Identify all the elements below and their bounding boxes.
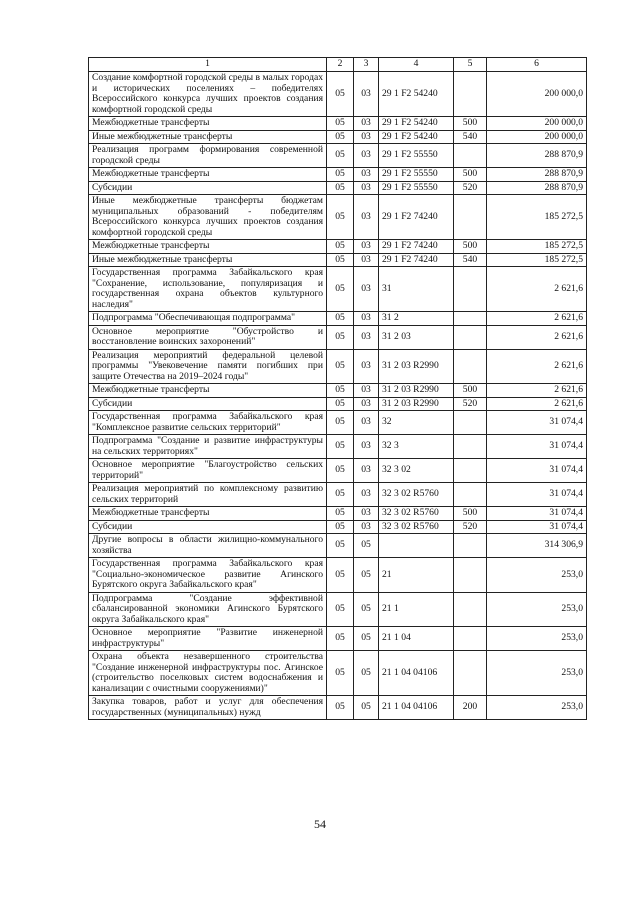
target-article-code: 32 bbox=[379, 411, 454, 435]
amount: 288 870,9 bbox=[487, 144, 587, 168]
amount: 185 272,5 bbox=[487, 195, 587, 240]
target-article-code bbox=[379, 534, 454, 558]
target-article-code: 29 1 F2 74240 bbox=[379, 195, 454, 240]
amount: 253,0 bbox=[487, 696, 587, 720]
target-article-code: 32 3 bbox=[379, 435, 454, 459]
subsection-code: 03 bbox=[354, 520, 379, 534]
target-article-code: 29 1 F2 74240 bbox=[379, 253, 454, 267]
amount: 253,0 bbox=[487, 558, 587, 593]
expense-type-code bbox=[454, 483, 487, 507]
item-name: Закупка товаров, работ и услуг для обеспечения государственных (муниципальных) нужд bbox=[89, 696, 327, 720]
header-col-1: 1 bbox=[89, 58, 327, 72]
table-header-row bbox=[89, 58, 587, 72]
item-name: Субсидии bbox=[89, 397, 327, 411]
table-row bbox=[89, 240, 587, 254]
section-code: 05 bbox=[327, 253, 354, 267]
item-name: Реализация мероприятий по комплексному развитию сельских территорий bbox=[89, 483, 327, 507]
table-row bbox=[89, 459, 587, 483]
target-article-code: 29 1 F2 55550 bbox=[379, 181, 454, 195]
target-article-code: 32 3 02 R5760 bbox=[379, 507, 454, 521]
expense-type-code bbox=[454, 144, 487, 168]
table-row bbox=[89, 312, 587, 326]
table-row bbox=[89, 384, 587, 398]
table-row bbox=[89, 253, 587, 267]
amount: 2 621,6 bbox=[487, 267, 587, 312]
amount: 2 621,6 bbox=[487, 325, 587, 349]
section-code: 05 bbox=[327, 459, 354, 483]
expense-type-code: 520 bbox=[454, 520, 487, 534]
item-name: Реализация мероприятий федеральной целевой программы "Увековечение памяти погибших при защите Отечества на 2019–2024 годы" bbox=[89, 349, 327, 384]
subsection-code: 03 bbox=[354, 168, 379, 182]
item-name: Межбюджетные трансферты bbox=[89, 240, 327, 254]
subsection-code: 03 bbox=[354, 267, 379, 312]
table-row bbox=[89, 181, 587, 195]
item-name: Иные межбюджетные трансферты bbox=[89, 130, 327, 144]
expense-type-code: 540 bbox=[454, 253, 487, 267]
target-article-code: 21 1 04 bbox=[379, 627, 454, 651]
item-name: Государственная программа Забайкальского края "Комплексное развитие сельских территорий" bbox=[89, 411, 327, 435]
item-name: Государственная программа Забайкальского края "Сохранение, использование, популяризация и государственная охрана объектов культурного наследия" bbox=[89, 267, 327, 312]
section-code: 05 bbox=[327, 507, 354, 521]
subsection-code: 05 bbox=[354, 592, 379, 627]
expense-type-code: 520 bbox=[454, 181, 487, 195]
subsection-code: 05 bbox=[354, 651, 379, 696]
subsection-code: 03 bbox=[354, 195, 379, 240]
expense-type-code bbox=[454, 592, 487, 627]
item-name: Иные межбюджетные трансферты бюджетам муниципальных образований - победителям Всероссийского конкурса лучших проектов создания комфортной городской среды bbox=[89, 195, 327, 240]
expense-type-code bbox=[454, 411, 487, 435]
table-row bbox=[89, 507, 587, 521]
header-col-6: 6 bbox=[487, 58, 587, 72]
table-row bbox=[89, 627, 587, 651]
target-article-code: 31 2 03 R2990 bbox=[379, 349, 454, 384]
section-code: 05 bbox=[327, 325, 354, 349]
section-code: 05 bbox=[327, 240, 354, 254]
target-article-code: 29 1 F2 55550 bbox=[379, 168, 454, 182]
amount: 31 074,4 bbox=[487, 411, 587, 435]
table-row bbox=[89, 411, 587, 435]
amount: 185 272,5 bbox=[487, 240, 587, 254]
target-article-code: 32 3 02 R5760 bbox=[379, 483, 454, 507]
amount: 2 621,6 bbox=[487, 397, 587, 411]
section-code: 05 bbox=[327, 397, 354, 411]
section-code: 05 bbox=[327, 483, 354, 507]
target-article-code: 31 2 03 R2990 bbox=[379, 384, 454, 398]
section-code: 05 bbox=[327, 168, 354, 182]
section-code: 05 bbox=[327, 558, 354, 593]
subsection-code: 03 bbox=[354, 144, 379, 168]
amount: 253,0 bbox=[487, 651, 587, 696]
table-row bbox=[89, 325, 587, 349]
subsection-code: 03 bbox=[354, 384, 379, 398]
section-code: 05 bbox=[327, 117, 354, 131]
item-name: Реализация программ формирования современной городской среды bbox=[89, 144, 327, 168]
target-article-code: 31 2 03 R2990 bbox=[379, 397, 454, 411]
section-code: 05 bbox=[327, 144, 354, 168]
target-article-code: 21 bbox=[379, 558, 454, 593]
amount: 31 074,4 bbox=[487, 520, 587, 534]
subsection-code: 05 bbox=[354, 627, 379, 651]
subsection-code: 03 bbox=[354, 349, 379, 384]
expense-type-code bbox=[454, 435, 487, 459]
table-row bbox=[89, 349, 587, 384]
section-code: 05 bbox=[327, 384, 354, 398]
amount: 31 074,4 bbox=[487, 435, 587, 459]
expense-type-code bbox=[454, 651, 487, 696]
header-col-5: 5 bbox=[454, 58, 487, 72]
item-name: Межбюджетные трансферты bbox=[89, 384, 327, 398]
section-code: 05 bbox=[327, 435, 354, 459]
header-col-3: 3 bbox=[354, 58, 379, 72]
page-number: 54 bbox=[314, 817, 326, 831]
table-row bbox=[89, 267, 587, 312]
target-article-code: 21 1 04 04106 bbox=[379, 696, 454, 720]
amount: 288 870,9 bbox=[487, 181, 587, 195]
item-name: Межбюджетные трансферты bbox=[89, 507, 327, 521]
section-code: 05 bbox=[327, 696, 354, 720]
expense-type-code bbox=[454, 627, 487, 651]
table-row bbox=[89, 117, 587, 131]
item-name: Подпрограмма "Создание и развитие инфраструктуры на сельских территориях" bbox=[89, 435, 327, 459]
item-name: Подпрограмма "Создание эффективной сбалансированной экономики Агинского Бурятского округа Забайкальского края" bbox=[89, 592, 327, 627]
header-col-2: 2 bbox=[327, 58, 354, 72]
target-article-code: 29 1 F2 54240 bbox=[379, 130, 454, 144]
table-row bbox=[89, 130, 587, 144]
expense-type-code bbox=[454, 195, 487, 240]
section-code: 05 bbox=[327, 520, 354, 534]
expense-type-code bbox=[454, 459, 487, 483]
expense-type-code: 200 bbox=[454, 696, 487, 720]
target-article-code: 31 bbox=[379, 267, 454, 312]
subsection-code: 03 bbox=[354, 253, 379, 267]
subsection-code: 03 bbox=[354, 507, 379, 521]
section-code: 05 bbox=[327, 181, 354, 195]
expense-type-code bbox=[454, 558, 487, 593]
subsection-code: 03 bbox=[354, 240, 379, 254]
expense-type-code: 500 bbox=[454, 384, 487, 398]
item-name: Государственная программа Забайкальского края "Социально-экономическое развитие Агинского Бурятского округа Забайкальского края" bbox=[89, 558, 327, 593]
target-article-code: 29 1 F2 74240 bbox=[379, 240, 454, 254]
section-code: 05 bbox=[327, 195, 354, 240]
item-name: Межбюджетные трансферты bbox=[89, 168, 327, 182]
section-code: 05 bbox=[327, 651, 354, 696]
subsection-code: 03 bbox=[354, 130, 379, 144]
amount: 314 306,9 bbox=[487, 534, 587, 558]
subsection-code: 03 bbox=[354, 397, 379, 411]
section-code: 05 bbox=[327, 592, 354, 627]
section-code: 05 bbox=[327, 349, 354, 384]
amount: 31 074,4 bbox=[487, 483, 587, 507]
target-article-code: 29 1 F2 55550 bbox=[379, 144, 454, 168]
subsection-code: 03 bbox=[354, 459, 379, 483]
subsection-code: 05 bbox=[354, 558, 379, 593]
item-name: Создание комфортной городской среды в малых городах и исторических поселениях – победителях Всероссийского конкурса лучших проектов создания комфортной городской среды bbox=[89, 72, 327, 117]
table-row bbox=[89, 195, 587, 240]
amount: 200 000,0 bbox=[487, 72, 587, 117]
subsection-code: 03 bbox=[354, 181, 379, 195]
expense-type-code bbox=[454, 534, 487, 558]
amount: 200 000,0 bbox=[487, 117, 587, 131]
section-code: 05 bbox=[327, 411, 354, 435]
subsection-code: 03 bbox=[354, 72, 379, 117]
target-article-code: 31 2 03 bbox=[379, 325, 454, 349]
item-name: Охрана объекта незавершенного строительства "Создание инженерной инфраструктуры пос. Агинское (строительство поселковых систем водоснабжения и канализации с очистными сооружениями)" bbox=[89, 651, 327, 696]
target-article-code: 21 1 04 04106 bbox=[379, 651, 454, 696]
subsection-code: 03 bbox=[354, 117, 379, 131]
amount: 2 621,6 bbox=[487, 384, 587, 398]
subsection-code: 05 bbox=[354, 696, 379, 720]
item-name: Подпрограмма "Обеспечивающая подпрограмма" bbox=[89, 312, 327, 326]
amount: 31 074,4 bbox=[487, 507, 587, 521]
header-col-4: 4 bbox=[379, 58, 454, 72]
subsection-code: 03 bbox=[354, 435, 379, 459]
item-name: Межбюджетные трансферты bbox=[89, 117, 327, 131]
item-name: Основное мероприятие "Обустройство и восстановление воинских захоронений" bbox=[89, 325, 327, 349]
expense-type-code: 500 bbox=[454, 507, 487, 521]
item-name: Основное мероприятие "Благоустройство сельских территорий" bbox=[89, 459, 327, 483]
amount: 253,0 bbox=[487, 627, 587, 651]
expense-type-code: 500 bbox=[454, 168, 487, 182]
section-code: 05 bbox=[327, 312, 354, 326]
expense-type-code bbox=[454, 72, 487, 117]
expense-type-code bbox=[454, 325, 487, 349]
expense-type-code bbox=[454, 312, 487, 326]
item-name: Другие вопросы в области жилищно-коммунального хозяйства bbox=[89, 534, 327, 558]
amount: 2 621,6 bbox=[487, 312, 587, 326]
table-row bbox=[89, 397, 587, 411]
subsection-code: 03 bbox=[354, 325, 379, 349]
target-article-code: 21 1 bbox=[379, 592, 454, 627]
expense-type-code: 500 bbox=[454, 240, 487, 254]
table-row bbox=[89, 651, 587, 696]
table-row bbox=[89, 592, 587, 627]
target-article-code: 32 3 02 bbox=[379, 459, 454, 483]
section-code: 05 bbox=[327, 534, 354, 558]
item-name: Субсидии bbox=[89, 181, 327, 195]
amount: 185 272,5 bbox=[487, 253, 587, 267]
table-row bbox=[89, 435, 587, 459]
target-article-code: 31 2 bbox=[379, 312, 454, 326]
item-name: Субсидии bbox=[89, 520, 327, 534]
subsection-code: 03 bbox=[354, 312, 379, 326]
section-code: 05 bbox=[327, 130, 354, 144]
table-row bbox=[89, 696, 587, 720]
target-article-code: 32 3 02 R5760 bbox=[379, 520, 454, 534]
expense-type-code bbox=[454, 349, 487, 384]
section-code: 05 bbox=[327, 627, 354, 651]
amount: 288 870,9 bbox=[487, 168, 587, 182]
table-row bbox=[89, 520, 587, 534]
expense-type-code: 520 bbox=[454, 397, 487, 411]
expense-type-code: 540 bbox=[454, 130, 487, 144]
expense-type-code: 500 bbox=[454, 117, 487, 131]
item-name: Основное мероприятие "Развитие инженерной инфраструктуры" bbox=[89, 627, 327, 651]
item-name: Иные межбюджетные трансферты bbox=[89, 253, 327, 267]
table-row bbox=[89, 558, 587, 593]
target-article-code: 29 1 F2 54240 bbox=[379, 117, 454, 131]
section-code: 05 bbox=[327, 72, 354, 117]
amount: 31 074,4 bbox=[487, 459, 587, 483]
subsection-code: 05 bbox=[354, 534, 379, 558]
table-row bbox=[89, 483, 587, 507]
subsection-code: 03 bbox=[354, 483, 379, 507]
subsection-code: 03 bbox=[354, 411, 379, 435]
amount: 2 621,6 bbox=[487, 349, 587, 384]
target-article-code: 29 1 F2 54240 bbox=[379, 72, 454, 117]
expense-type-code bbox=[454, 267, 487, 312]
amount: 253,0 bbox=[487, 592, 587, 627]
section-code: 05 bbox=[327, 267, 354, 312]
budget-table bbox=[88, 57, 587, 720]
table-row bbox=[89, 534, 587, 558]
table-row bbox=[89, 168, 587, 182]
table-row bbox=[89, 72, 587, 117]
table-row bbox=[89, 144, 587, 168]
amount: 200 000,0 bbox=[487, 130, 587, 144]
